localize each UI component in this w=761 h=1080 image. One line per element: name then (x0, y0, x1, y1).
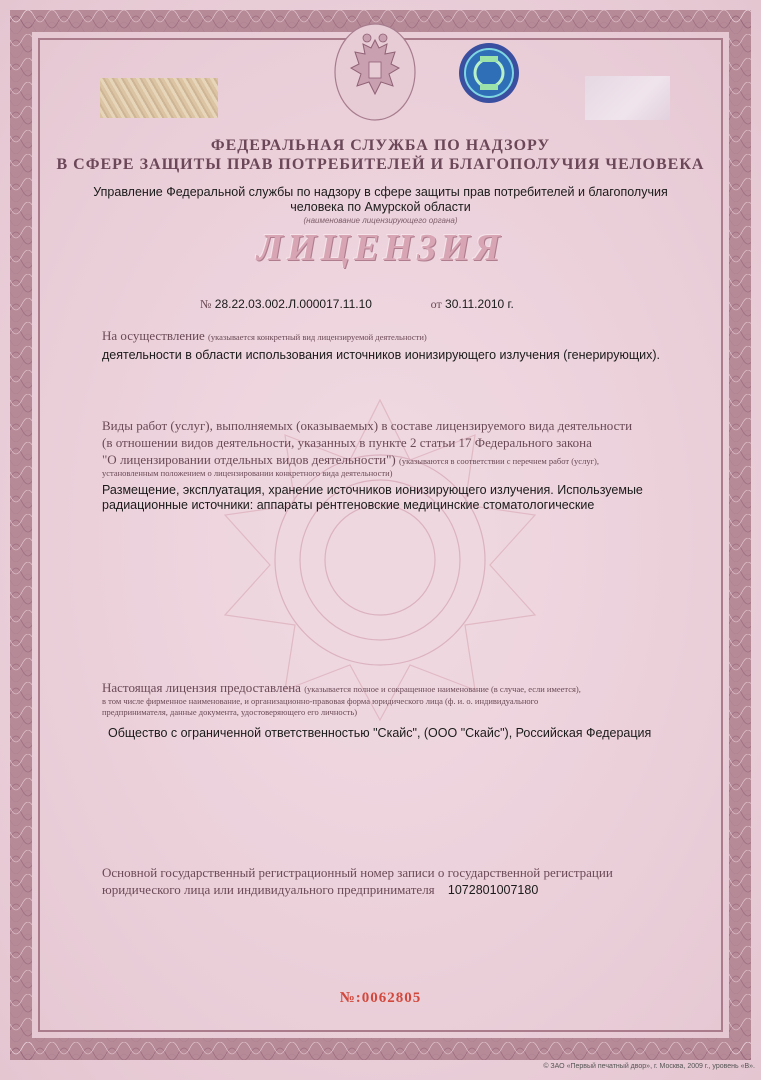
authority-line1: Управление Федеральной службы по надзору в сфере защиты прав потребителей и благополучия (93, 185, 668, 199)
activity-section (102, 327, 672, 363)
blank-serial-number: №:0062805 (339, 990, 422, 1006)
registration-section (102, 864, 672, 898)
licensee-hint-line2: в том числе фирменное наименование, и организационно-правовая форма юридического лица (ф. и. о. индивидуального (102, 696, 539, 706)
agency-title-line2: В СФЕРЕ ЗАЩИТЫ ПРАВ ПОТРЕБИТЕЛЕЙ И БЛАГОПОЛУЧИЯ ЧЕЛОВЕКА (56, 156, 705, 173)
registration-label-line1: Основной государственный регистрационный номер записи о государственной регистрации (102, 865, 613, 880)
agency-title-line1: ФЕДЕРАЛЬНАЯ СЛУЖБА ПО НАДЗОРУ (210, 137, 551, 154)
licensing-authority (60, 185, 701, 228)
licensee-section (102, 679, 672, 741)
licensee-hint-line1: (указывается полное и сокращенное наименование (в случае, если имеется), (304, 684, 581, 694)
works-label-line3: "О лицензировании отдельных видов деятельности") (102, 452, 396, 467)
authority-hint: (наименование лицензирующего органа) (303, 216, 458, 225)
works-label-line1: Виды работ (услуг), выполняемых (оказываемых) в составе лицензируемого вида деятельности (102, 418, 633, 433)
license-number: 28.22.03.002.Л.000017.11.10 (214, 297, 372, 311)
works-label-line2: (в отношении видов деятельности, указанных в пункте 2 статьи 17 Федерального закона (102, 435, 592, 450)
works-value-line1: Размещение, эксплуатация, хранение источников ионизирующего излучения. Используемые (102, 483, 643, 497)
activity-hint: (указывается конкретный вид лицензируемой деятельности) (208, 332, 427, 342)
license-date: 30.11.2010 г. (445, 297, 514, 311)
license-number-line (200, 297, 600, 312)
hologram-strip (100, 78, 218, 118)
works-hint-line3: (указываются в соответствии с перечнем работ (услуг), (399, 456, 600, 466)
document-title: ЛИЦЕНЗИЯ (256, 227, 505, 269)
printer-note: © ЗАО «Первый печатный двор», г. Москва, 2009 г., уровень «В». (543, 1063, 755, 1070)
works-value-line2: радиационные источники: аппараты рентгеновские медицинские стоматологические (102, 498, 595, 512)
date-prefix: от (430, 297, 442, 311)
licensee-value: Общество с ограниченной ответственностью "Скайс", (ООО "Скайс"), Российская Федерация (108, 726, 652, 740)
licensee-label: Настоящая лицензия предоставлена (102, 680, 301, 695)
security-patch (585, 76, 670, 120)
coat-of-arms-icon (333, 22, 417, 122)
works-section (102, 417, 672, 513)
activity-value: деятельности в области использования источников ионизирующего излучения (генерирующих). (102, 348, 661, 362)
licensee-hint-line3: предпринимателя, данные документа, удостоверяющего его личность) (102, 707, 358, 717)
authority-line2: человека по Амурской области (290, 200, 471, 214)
activity-label: На осуществление (102, 328, 205, 343)
hologram-seal-icon (458, 42, 520, 104)
ogrn-value: 1072801007180 (447, 883, 539, 897)
registration-label-line2: юридического лица или индивидуального предпринимателя (102, 882, 435, 897)
number-prefix: № (200, 297, 212, 311)
works-hint-line4: установленным положением о лицензировании конкретного вида деятельности) (102, 468, 393, 478)
